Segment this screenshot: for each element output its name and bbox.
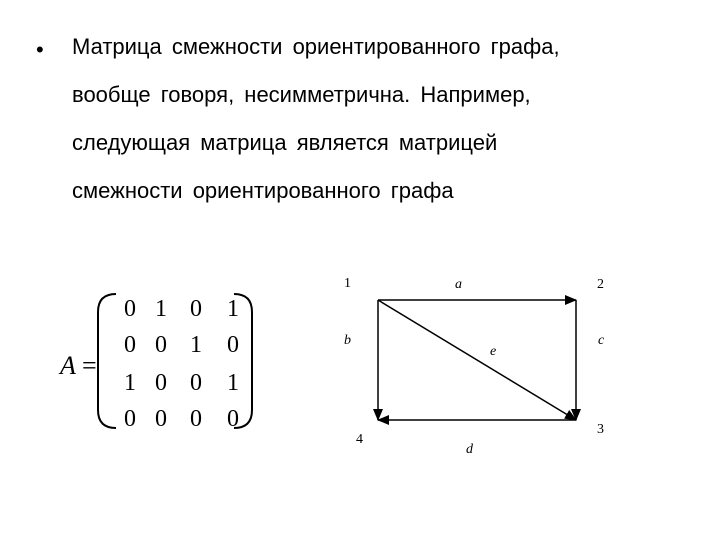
matrix-cell-r4c4: 0	[227, 406, 239, 432]
bullet-marker: •	[36, 37, 44, 62]
matrix-cell-r3c4: 1	[227, 370, 239, 396]
matrix-cell-r3c1: 1	[124, 370, 136, 396]
text-line-1: Матрица смежности ориентированного графа,	[72, 34, 560, 59]
vertex-label-4: 4	[356, 432, 363, 447]
vertex-label-2: 2	[597, 277, 604, 292]
edge-label-a: a	[455, 277, 462, 292]
matrix-equals: =	[82, 351, 97, 380]
matrix-cell-r1c4: 1	[227, 296, 239, 322]
adjacency-matrix	[52, 280, 262, 445]
matrix-cell-r2c1: 0	[124, 332, 136, 358]
edge-label-b: b	[344, 333, 351, 348]
edge-e	[378, 300, 576, 420]
bullet-text	[72, 23, 560, 215]
matrix-cell-r4c3: 0	[190, 406, 202, 432]
matrix-cell-r3c2: 0	[155, 370, 167, 396]
matrix-cell-r2c2: 0	[155, 332, 167, 358]
matrix-cell-r1c2: 1	[155, 296, 167, 322]
vertex-label-1: 1	[344, 276, 351, 291]
edge-label-d: d	[466, 442, 473, 457]
matrix-cell-r1c3: 0	[190, 296, 202, 322]
vertex-label-3: 3	[597, 422, 604, 437]
matrix-cell-r1c1: 0	[124, 296, 136, 322]
matrix-label: A	[60, 351, 76, 380]
text-line-3: следующая матрица является матрицей	[72, 130, 498, 155]
matrix-left-bracket	[98, 294, 116, 428]
edge-label-e: e	[490, 344, 497, 359]
directed-graph	[330, 262, 630, 467]
matrix-cell-r4c1: 0	[124, 406, 136, 432]
text-line-4: смежности ориентированного графа	[72, 178, 454, 203]
matrix-cell-r4c2: 0	[155, 406, 167, 432]
edge-label-c: c	[598, 333, 605, 348]
text-line-2: вообще говоря, несимметрична. Например,	[72, 82, 531, 107]
matrix-cell-r2c3: 1	[190, 332, 202, 358]
matrix-cell-r2c4: 0	[227, 332, 239, 358]
matrix-cell-r3c3: 0	[190, 370, 202, 396]
